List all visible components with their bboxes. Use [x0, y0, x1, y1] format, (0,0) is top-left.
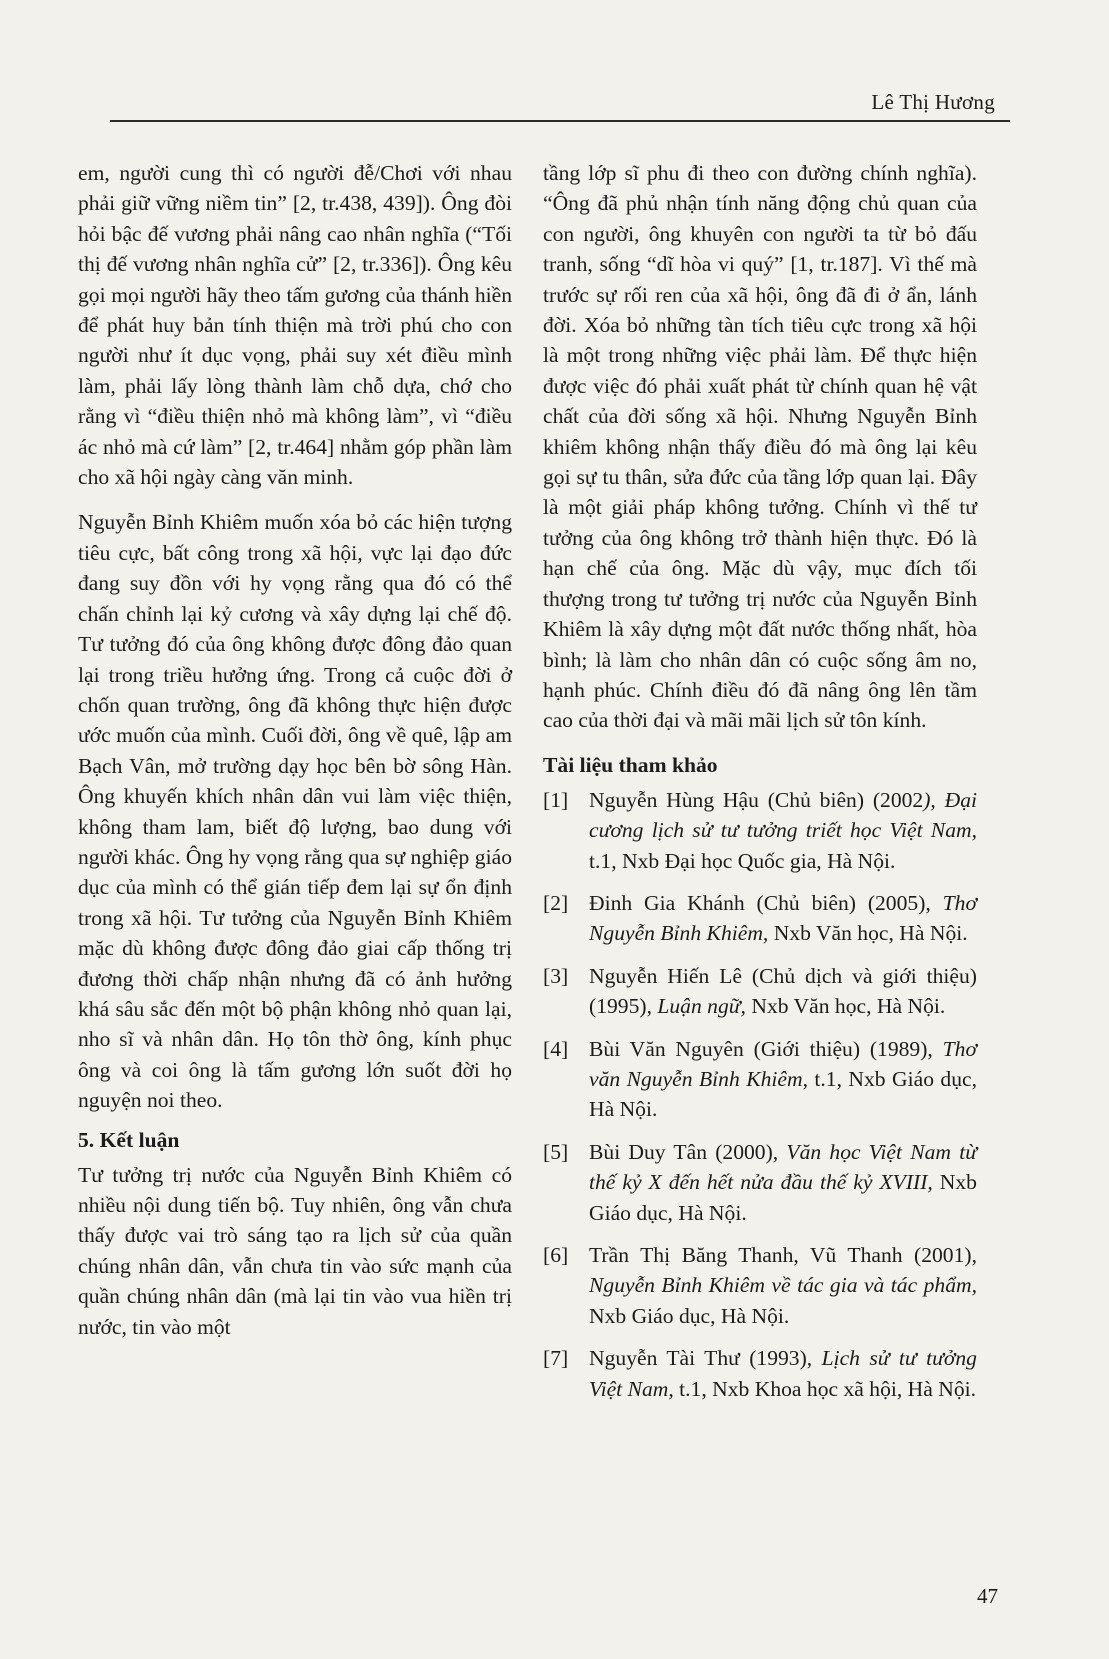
paragraph: Nguyễn Bỉnh Khiêm muốn xóa bỏ các hiện tượng tiêu cực, bất công trong xã hội, vực lại đạo đức đang suy đồn với hy vọng rằng qua đó có thể chấn chỉnh lại kỷ cương và xây dựng lại chế độ. Tư tưởng đó của ông không được đông đảo quan lại trong triều hưởng ứng. Trong cả cuộc đời ở chốn quan trường, ông đã không thực hiện được ước muốn của mình. Cuối đời, ông về quê, lập am Bạch Vân, mở trường dạy học bên bờ sông Hàn. Ông khuyến khích nhân dân vui làm việc thiện, không tham lam, biết độ lượng, bao dung với người khác. Ông hy vọng rằng qua sự nghiệp giáo dục của mình có thể gián tiếp đem lại sự ổn định trong xã hội. Tư tưởng của Nguyễn Bỉnh Khiêm mặc dù không được đông đảo giai cấp thống trị đương thời chấp nhận nhưng đã có ảnh hưởng khá sâu sắc đến một bộ phận không nhỏ quan lại, nho sĩ và nhân dân. Họ tôn thờ ông, kính phục ông và coi ông là tấm gương lớn suốt đời họ nguyện noi theo.: [78, 510, 512, 1113]
reference-text: Bùi Duy Tân (2000),: [589, 1139, 787, 1164]
reference-number: [6]: [543, 1243, 569, 1267]
reference-text: Nxb Giáo dục, Hà Nội.: [589, 1170, 977, 1225]
reference-item: [543, 1343, 977, 1404]
reference-text: Trần Thị Băng Thanh, Vũ Thanh (2001),: [589, 1243, 977, 1267]
right-column: [543, 158, 977, 1416]
reference-item: [543, 785, 977, 876]
reference-text: , t.1, Nxb Giáo dục, Hà Nội.: [589, 1066, 978, 1122]
references-heading: Tài liệu tham khảo: [543, 752, 718, 777]
reference-title: Thơ văn Nguyễn Bỉnh Khiêm: [589, 1036, 977, 1091]
paragraph: Tư tưởng trị nước của Nguyễn Bỉnh Khiêm có nhiều nội dung tiến bộ. Tuy nhiên, ông vẫn chưa thấy được vai trò sáng tạo ra lịch sử của quần chúng nhân dân, vẫn chưa tin vào sức mạnh của quần chúng nhân dân (mà lại tin vào vua hiền trị nước, tin vào một: [78, 1162, 512, 1339]
section-heading: 5. Kết luận: [78, 1127, 180, 1152]
reference-title: Thơ Nguyễn Bỉnh Khiêm,: [589, 890, 977, 946]
reference-text: Nxb Văn học, Hà Nội.: [745, 994, 946, 1019]
reference-title: Lịch sử tư tưởng Việt Nam,: [589, 1346, 977, 1401]
reference-text: Nguyễn Tài Thư (1993),: [589, 1346, 822, 1371]
reference-number: [3]: [543, 963, 569, 988]
reference-text: Bùi Văn Nguyên (Giới thiệu) (1989),: [589, 1036, 943, 1061]
reference-title: Nguyễn Bỉnh Khiêm về tác gia và tác phẩm,: [589, 1273, 977, 1298]
reference-text: , t.1, Nxb Đại học Quốc gia, Hà Nội.: [589, 818, 977, 873]
reference-number: [7]: [543, 1346, 569, 1371]
reference-number: [2]: [543, 890, 569, 915]
reference-item: [543, 888, 977, 949]
reference-item: [543, 1137, 977, 1228]
reference-text: Nguyễn Hiến Lê (Chủ dịch và giới thiệu) (1995),: [589, 963, 977, 1019]
reference-title: Luận ngữ,: [657, 994, 746, 1019]
reference-number: [4]: [543, 1036, 569, 1061]
reference-title: ), Đại cương lịch sử tư tưởng triết học Việt Nam: [589, 787, 977, 843]
reference-item: [543, 1240, 977, 1331]
reference-list: [543, 785, 977, 1404]
reference-text: Nxb Văn học, Hà Nội.: [768, 921, 968, 946]
header-rule: [110, 120, 1010, 122]
running-header-author: Lê Thị Hương: [871, 90, 995, 114]
paragraph: em, người cung thì có người đễ/Chơi với nhau phải giữ vững niềm tin” [2, tr.438, 439]). Ông đòi hỏi bậc đế vương phải nâng cao nhân nghĩa (“Tối thị đế vương nhân nghĩa cử” [2, tr.336]). Ông kêu gọi mọi người hãy theo tấm gương của thánh hiền để phát huy bản tính thiện mà trời phú cho con người như ít dục vọng, phải suy xét điều mình làm, phải lấy lòng thành làm chỗ dựa, chớ cho rằng vì “điều thiện nhỏ mà không làm”, vì “điều ác nhỏ mà cứ làm” [2, tr.464] nhằm góp phần làm cho xã hội ngày càng văn minh.: [78, 161, 512, 490]
reference-text: t.1, Nxb Khoa học xã hội, Hà Nội.: [673, 1376, 977, 1401]
paragraph: tầng lớp sĩ phu đi theo con đường chính nghĩa). “Ông đã phủ nhận tính năng động chủ quan của con người, ông khuyên con người ta từ bỏ đấu tranh, sống “dĩ hòa vi quý” [1, tr.187]. Vì thế mà trước sự rối ren của xã hội, ông đã đi ở ẩn, lánh đời. Xóa bỏ những tàn tích tiêu cực trong xã hội là một trong những việc phải làm. Để thực hiện được việc đó phải xuất phát từ chính quan hệ vật chất của đời sống xã hội. Nhưng Nguyễn Bỉnh khiêm không nhận thấy điều đó mà ông lại kêu gọi sự tu thân, sửa đức của tầng lớp quan lại. Đây là một giải pháp không tưởng. Chính vì thế tư tưởng của ông không trở thành hiện thực. Đó là hạn chế của ông. Mặc dù vậy, mục đích tối thượng trong tư tưởng trị nước của Nguyễn Bỉnh Khiêm là xây dựng một đất nước thống nhất, hòa bình; là làm cho nhân dân có cuộc sống âm no, hạnh phúc. Chính điều đó đã nâng ông lên tầm cao của thời đại và mãi mãi lịch sử tôn kính.: [543, 161, 977, 733]
reference-text: Nguyễn Hùng Hậu (Chủ biên) (2002: [589, 787, 924, 812]
reference-text: Nxb Giáo dục, Hà Nội.: [589, 1303, 790, 1328]
reference-number: [5]: [543, 1139, 569, 1164]
reference-item: [543, 1034, 977, 1125]
reference-number: [1]: [543, 787, 569, 812]
reference-item: [543, 961, 977, 1022]
reference-text: Đinh Gia Khánh (Chủ biên) (2005),: [589, 890, 943, 915]
reference-title: Văn học Việt Nam từ thế kỷ X đến hết nửa đầu thế kỷ XVIII,: [589, 1139, 977, 1195]
page-number: 47: [977, 1584, 998, 1608]
left-column: [78, 158, 512, 1342]
